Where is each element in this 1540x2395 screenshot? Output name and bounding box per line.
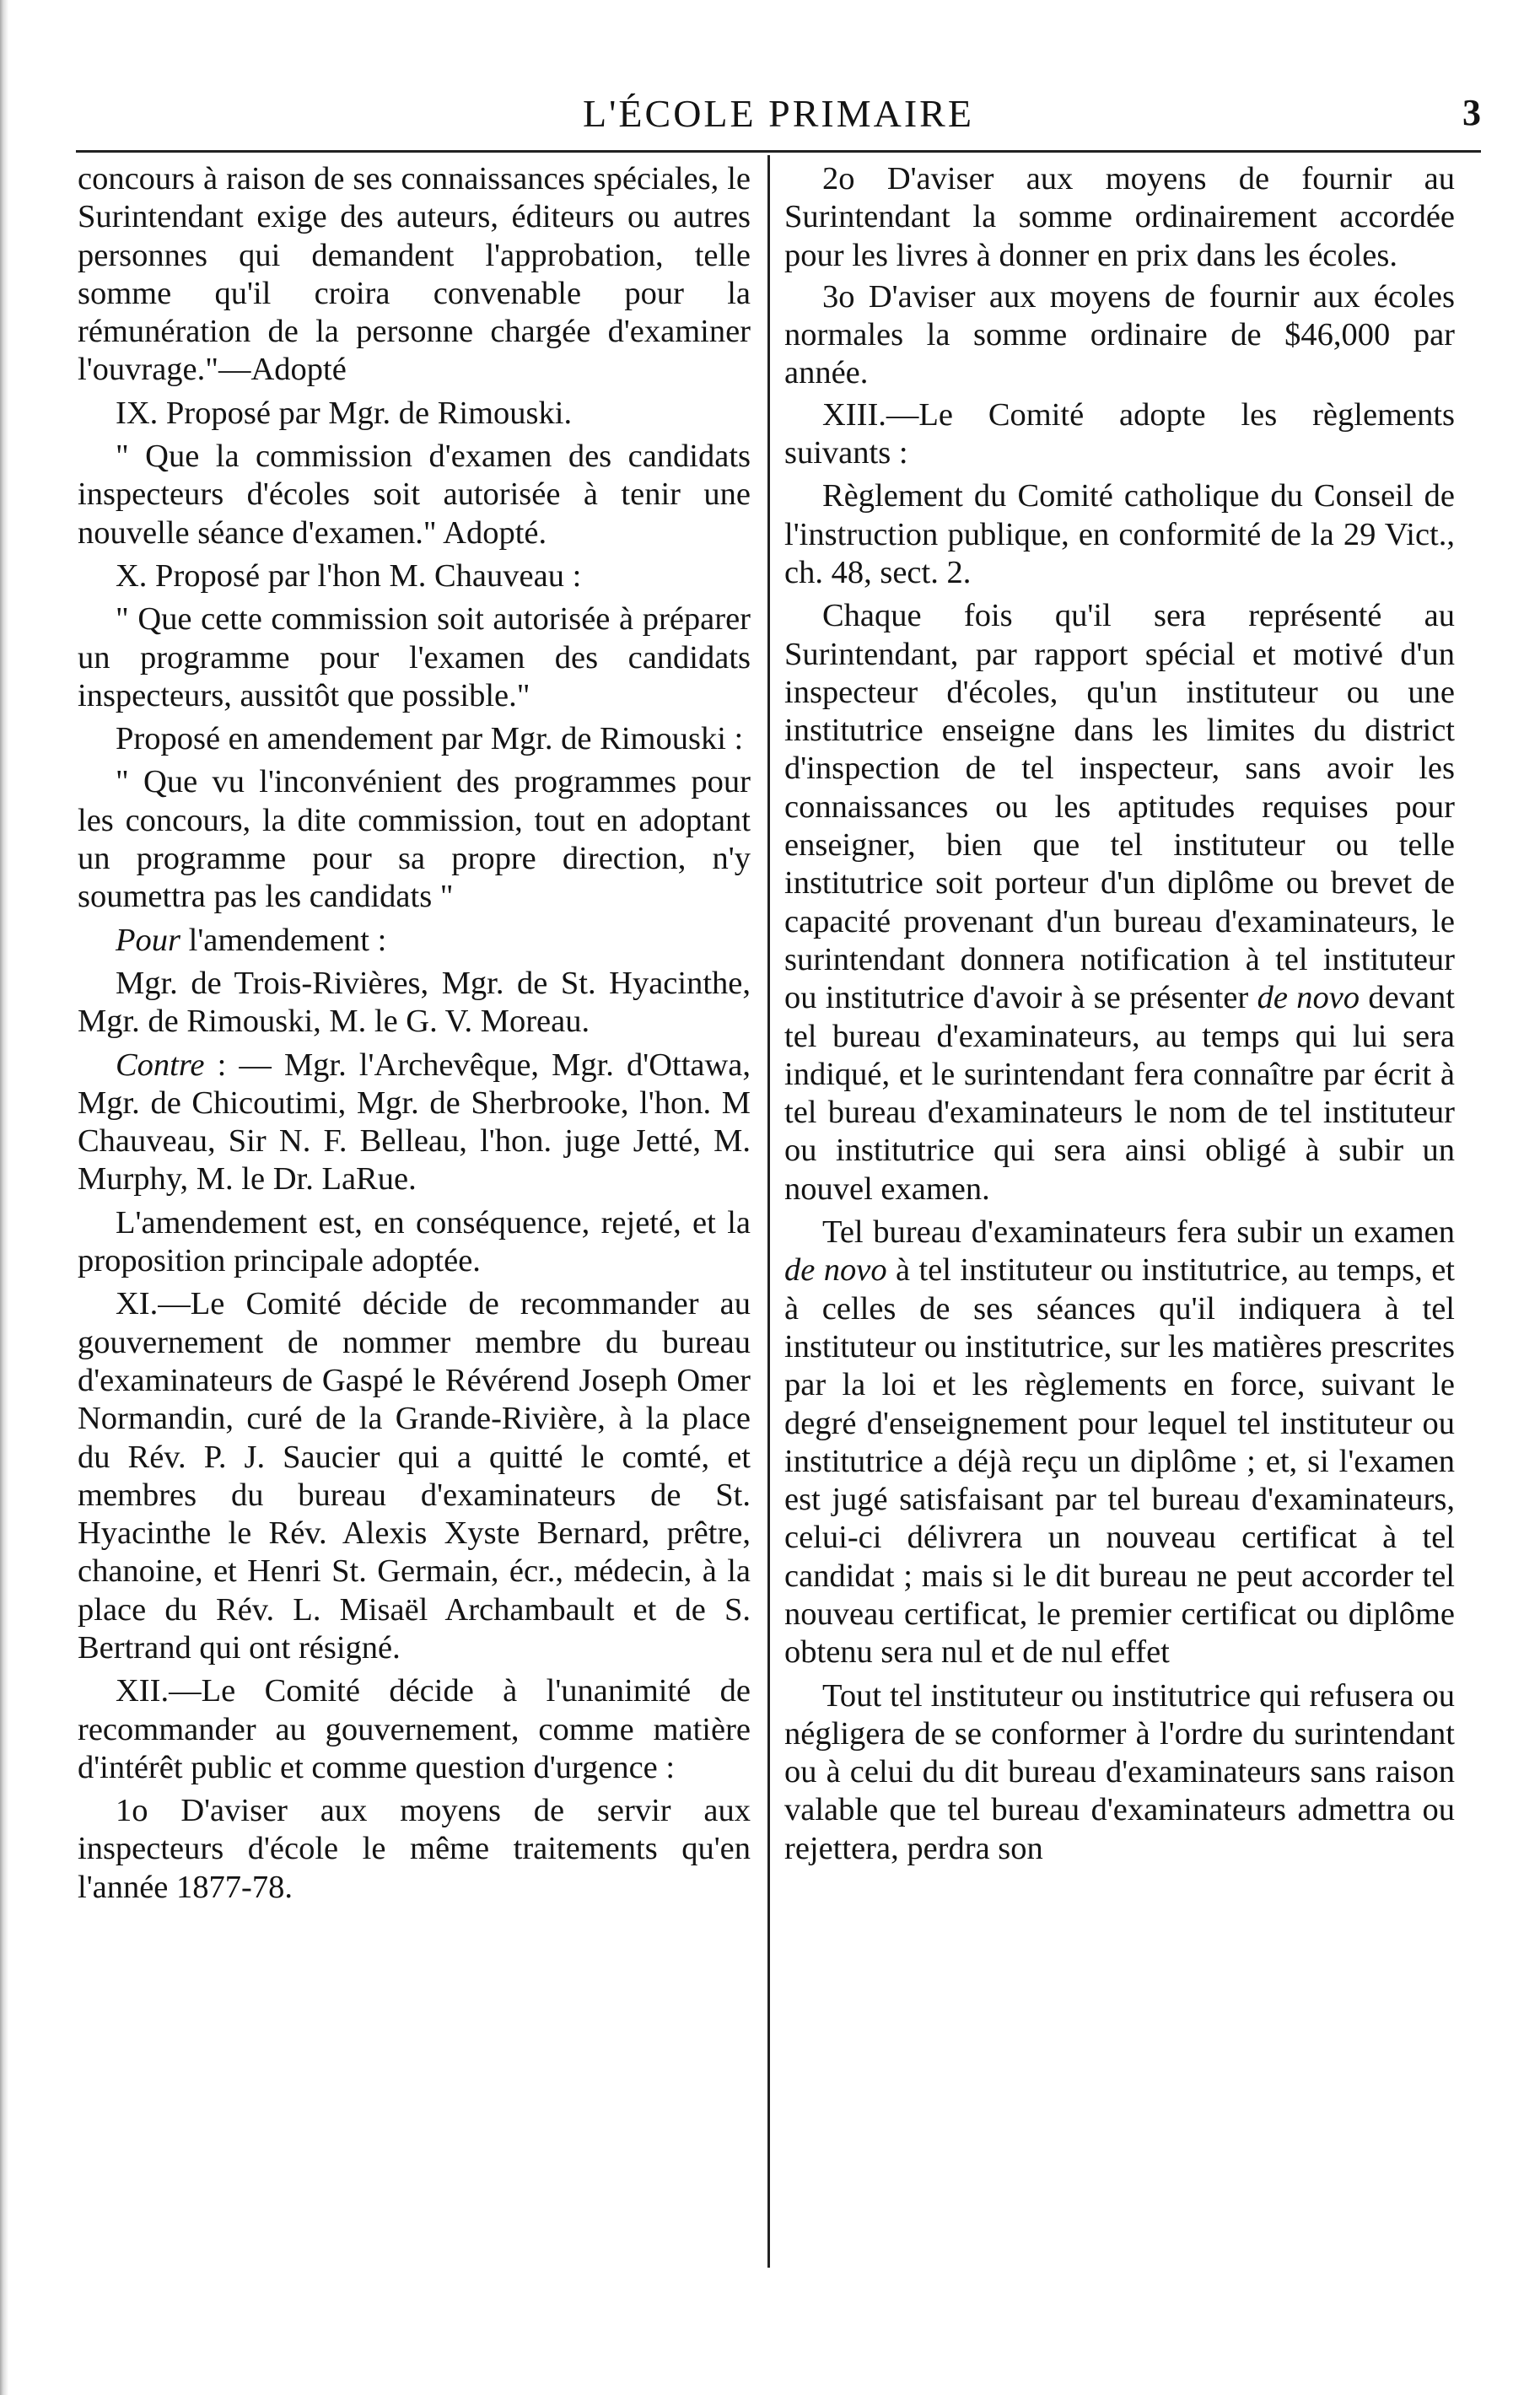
paragraph-text: XIII.—Le Comité adopte les règlements suivants : bbox=[784, 396, 1455, 471]
page-number: 3 bbox=[1462, 92, 1481, 133]
paragraph bbox=[78, 763, 751, 916]
left-column bbox=[78, 160, 751, 1910]
page-title: L'ÉCOLE PRIMAIRE bbox=[583, 92, 974, 135]
italic-lead: Pour bbox=[116, 922, 180, 958]
paragraph bbox=[78, 1285, 751, 1667]
paragraph-text: 2o D'aviser aux moyens de fournir au Surintendant la somme ordinairement accordée pour les livres à donner en prix dans les écoles. bbox=[784, 161, 1455, 273]
italic-phrase: de novo bbox=[1257, 980, 1360, 1016]
paragraph-text: XI.—Le Comité décide de recommander au gouvernement de nommer membre du bureau d'examinateurs de Gaspé le Révérend Joseph Omer Normandin, curé de la Grande-Rivière, à la place du Rév. P. J. Saucier qui a quitté le comté, et membres du bureau d'examinateurs de St. Hyacinthe le Rév. Alexis Xyste Bernard, prêtre, chanoine, et Henri St. Germain, écr., médecin, à la place du Rév. L. Misaël Archambault et de S. Bertrand qui ont résigné. bbox=[78, 1286, 751, 1666]
column-divider bbox=[767, 155, 770, 2268]
paragraph-text: 1o D'aviser aux moyens de servir aux inspecteurs d'école le même traitements qu'en l'année 1877-78. bbox=[78, 1793, 751, 1905]
paragraph-text: concours à raison de ses connaissances spéciales, le Surintendant exige des auteurs, éditeurs ou autres personnes qui demandent l'approbation, telle somme qu'il croira convenable pour la rémunération de la personne chargée d'examiner l'ouvrage."—Adopté bbox=[78, 161, 751, 388]
scan-edge bbox=[0, 0, 8, 2395]
paragraph-text: à tel instituteur ou institutrice, au temps, et à celles de ses séances qu'il indiquera à tel instituteur ou institutrice, sur les matières prescrites par la loi et les règlements en force, suivant le degré d'enseignement pour lequel tel instituteur ou institutrice a déjà reçu un diplôme ; et, si l'examen est jugé satisfaisant par tel bureau d'examinateurs, celui-ci délivrera un nouveau certificat à tel candidat ; mais si le dit bureau ne peut accorder tel nouveau certificat, le premier certificat ou diplôme obtenu sera nul et de nul effet bbox=[784, 1252, 1455, 1671]
paragraph-text: Tout tel instituteur ou institutrice qui refusera ou négligera de se conformer à l'ordre du surintendant ou à celui du dit bureau d'examinateurs sans raison valable que tel bureau d'examinateurs admettra ou rejettera, perdra son bbox=[784, 1677, 1455, 1866]
paragraph-text: : — Mgr. l'Archevêque, Mgr. d'Ottawa, Mgr. de Chicoutimi, Mgr. de Sherbrooke, l'hon. M Chauveau, Sir N. F. Belleau, l'hon. juge Jetté, M. Murphy, M. le Dr. LaRue. bbox=[78, 1047, 751, 1198]
paragraph-text: devant tel bureau d'examinateurs, au temps qui lui sera indiqué, et le surintendant fera connaître par écrit à tel bureau d'examinateurs le nom de tel instituteur ou institutrice qui sera ainsi obligé à subir un nouvel examen. bbox=[784, 980, 1455, 1207]
paragraph bbox=[784, 396, 1455, 473]
paragraph bbox=[78, 1204, 751, 1281]
paragraph bbox=[78, 1792, 751, 1907]
paragraph bbox=[784, 597, 1455, 1208]
paragraph bbox=[784, 477, 1455, 592]
paragraph-text: l'amendement : bbox=[180, 922, 387, 958]
paragraph bbox=[78, 438, 751, 552]
paragraph-text: Tel bureau d'examinateurs fera subir un examen bbox=[822, 1214, 1455, 1251]
paragraph-text: XII.—Le Comité décide à l'unanimité de recommander au gouvernement, comme matière d'intérêt public et comme question d'urgence : bbox=[78, 1673, 751, 1785]
paragraph-text: 3o D'aviser aux moyens de fournir aux écoles normales la somme ordinaire de $46,000 par année. bbox=[784, 278, 1455, 391]
right-column bbox=[784, 160, 1455, 1873]
paragraph bbox=[78, 1047, 751, 1199]
paragraph bbox=[78, 160, 751, 390]
header-rule bbox=[76, 150, 1481, 153]
paragraph bbox=[78, 1672, 751, 1787]
paragraph bbox=[78, 395, 751, 433]
paragraph-text: Proposé en amendement par Mgr. de Rimouski : bbox=[116, 721, 744, 757]
paragraph bbox=[78, 965, 751, 1041]
paragraph bbox=[784, 1677, 1455, 1868]
paragraph-text: IX. Proposé par Mgr. de Rimouski. bbox=[116, 395, 573, 431]
italic-lead: Contre bbox=[116, 1047, 205, 1083]
paragraph bbox=[78, 557, 751, 595]
paragraph bbox=[784, 1214, 1455, 1672]
paragraph-text: " Que cette commission soit autorisée à préparer un programme pour l'examen des candidats inspecteurs, aussitôt que possible." bbox=[78, 601, 751, 713]
paragraph-text: X. Proposé par l'hon M. Chauveau : bbox=[116, 557, 582, 594]
paragraph bbox=[78, 600, 751, 715]
paragraph-text: Mgr. de Trois-Rivières, Mgr. de St. Hyacinthe, Mgr. de Rimouski, M. le G. V. Moreau. bbox=[78, 965, 751, 1040]
paragraph bbox=[784, 160, 1455, 275]
paragraph bbox=[78, 922, 751, 960]
paragraph-text: L'amendement est, en conséquence, rejeté, et la proposition principale adoptée. bbox=[78, 1204, 751, 1279]
paragraph-text: " Que vu l'inconvénient des programmes pour les concours, la dite commission, tout en adoptant un programme pour sa propre direction, n'y soumettra pas les candidats " bbox=[78, 764, 751, 915]
paragraph-text: Règlement du Comité catholique du Conseil de l'instruction publique, en conformité de la 29 Vict., ch. 48, sect. 2. bbox=[784, 478, 1455, 590]
paragraph-text: Chaque fois qu'il sera représenté au Surintendant, par rapport spécial et motivé d'un inspecteur d'écoles, qu'un instituteur ou une institutrice enseigne dans les limites du district d'inspection de tel inspecteur, sans avoir les connaissances ou les aptitudes requises pour enseigner, bien que tel instituteur ou telle institutrice soit porteur d'un diplôme ou brevet de capacité provenant d'un bureau d'examinateurs, le surintendant donnera notification à tel instituteur ou institutrice d'avoir à se présenter bbox=[784, 598, 1455, 1016]
paragraph bbox=[784, 278, 1455, 393]
paragraph bbox=[78, 720, 751, 758]
italic-phrase: de novo bbox=[784, 1252, 887, 1289]
running-head bbox=[76, 91, 1481, 150]
paragraph-text: " Que la commission d'examen des candidats inspecteurs d'écoles soit autorisée à tenir une nouvelle séance d'examen." Adopté. bbox=[78, 439, 751, 551]
